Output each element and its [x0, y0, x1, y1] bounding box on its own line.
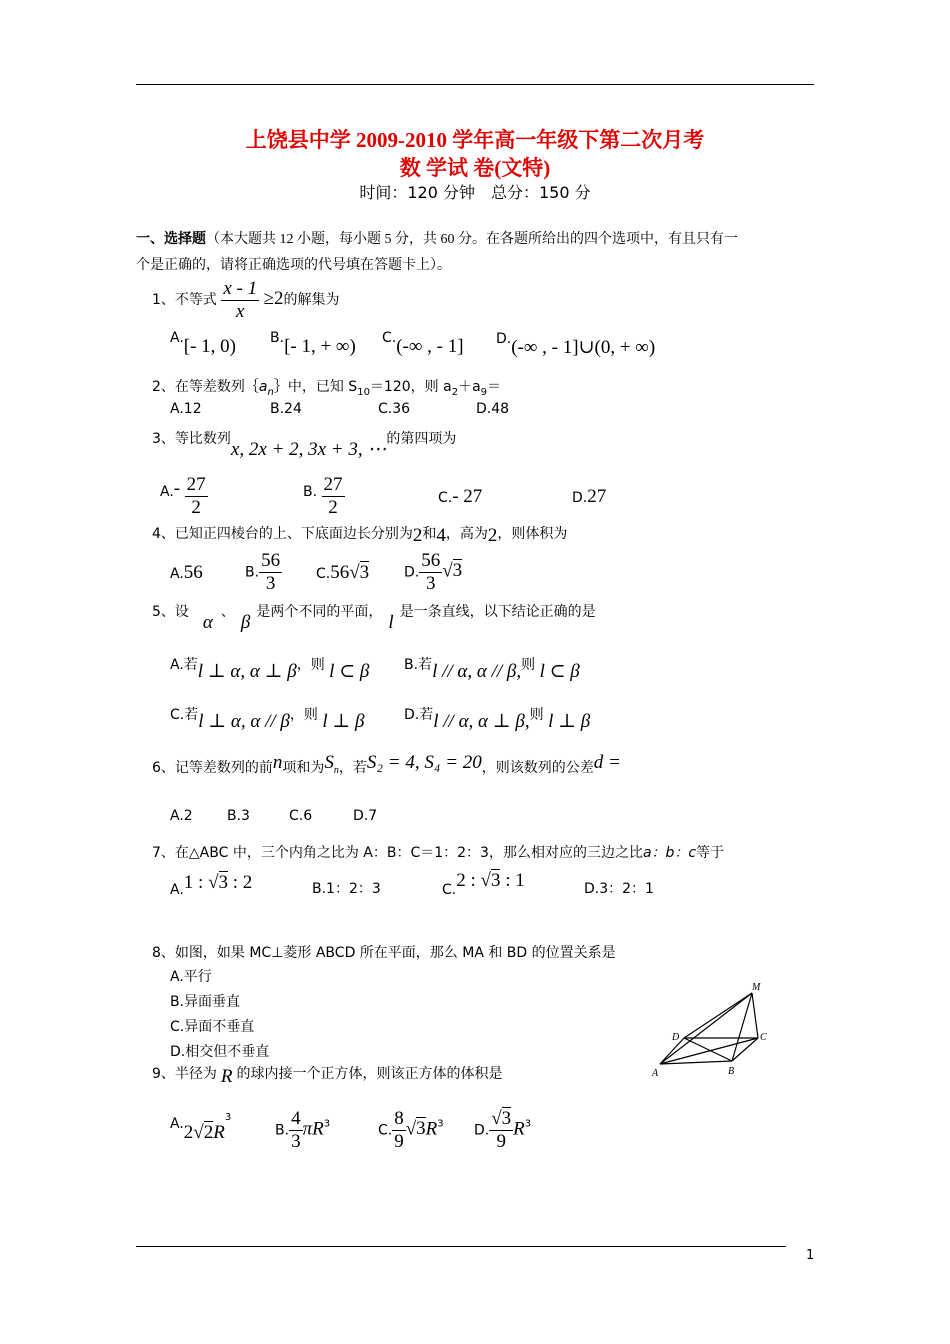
q3-c-value: - 27 — [452, 486, 483, 507]
q3-d-value: 27 — [587, 486, 607, 507]
q8-figure — [648, 980, 778, 1080]
fig-edge-md — [684, 993, 752, 1038]
q9-prefix: 9、半径为 — [152, 1066, 217, 1082]
q9-c-exp: 3 — [437, 1118, 444, 1130]
q9-a-radical: √2 — [193, 1122, 214, 1143]
exam-title: 上饶县中学 2009-2010 学年高一年级下第二次月考 — [245, 128, 705, 152]
q9-d-fraction — [489, 1108, 513, 1153]
q7-a-radical: √3 — [208, 872, 228, 893]
q1-option-a — [170, 326, 237, 357]
q6-mid2: ，若 — [338, 760, 367, 776]
fig-label-a: A — [652, 1068, 659, 1079]
q5-c-cond: l ⊥ α, α // β — [198, 711, 290, 732]
q9-c-radicand: 3 — [416, 1118, 426, 1140]
q5-option-b — [404, 652, 580, 682]
q1-d-label: D. — [496, 331, 512, 347]
q9-option-c — [378, 1108, 444, 1153]
q3-a-label: A. — [160, 484, 174, 501]
q9-r: R — [220, 1066, 233, 1087]
q1-c-label: C. — [382, 330, 397, 346]
q4-d-den: 3 — [425, 572, 436, 594]
q1-prefix: 1、不等式 — [152, 292, 217, 308]
q4-b-num: 56 — [261, 550, 281, 571]
q7-c-radicand: 3 — [490, 870, 501, 891]
q9-b-label: B. — [275, 1122, 290, 1139]
q3-a-num: 27 — [186, 474, 206, 495]
q4-v3: 2 — [487, 525, 498, 546]
q5-a-then: ，则 — [296, 657, 325, 673]
question-7 — [152, 842, 724, 862]
q5-b-res: l ⊂ β — [539, 661, 580, 682]
q6-mid1: 项和为 — [282, 760, 325, 776]
q5-c-then: ，则 — [289, 707, 318, 723]
section-instructions-1: （本大题共 12 小题，每小题 5 分，共 60 分。在各题所给出的四个选项中，有且只有一 — [206, 232, 738, 247]
q6-option-b: B.3 — [227, 808, 250, 824]
q1-b-value: [- 1, + ∞) — [284, 336, 356, 357]
q6-sn-sub: n — [333, 764, 339, 776]
q2-sub: n — [267, 386, 274, 398]
q9-option-b — [275, 1108, 330, 1153]
q9-d-label: D. — [474, 1122, 490, 1139]
q3-a-fraction — [185, 474, 208, 519]
q6-sn — [324, 752, 339, 776]
q2-option-b: B.24 — [270, 401, 302, 417]
q2-option-d: D.48 — [476, 401, 510, 417]
q9-c-num: 8 — [394, 1108, 404, 1129]
q2-sub2: 10 — [357, 386, 370, 398]
q4-option-c — [316, 562, 369, 584]
q8-option-b: B.异面垂直 — [170, 994, 241, 1010]
q9-a-r: R — [213, 1122, 225, 1143]
q4-prefix: 4、已知正四棱台的上、下底面边长分别为 — [152, 526, 413, 542]
q9-d-exp: 3 — [524, 1118, 532, 1130]
question-4 — [152, 522, 567, 544]
q4-b-fraction — [259, 550, 282, 595]
q4-b-label: B. — [245, 564, 260, 581]
fig-label-d: D — [672, 1032, 680, 1043]
q8-option-a: A.平行 — [170, 969, 212, 985]
q7-option-b: B.1：2：3 — [312, 881, 381, 897]
q7-suffix: 等于 — [696, 845, 725, 861]
q8-option-c: C.异面不垂直 — [170, 1019, 255, 1035]
q1-d-value: (-∞ , - 1]∪(0, + ∞) — [511, 337, 656, 358]
fig-edge-mb — [732, 993, 752, 1061]
q3-suffix: 的第四项为 — [386, 431, 457, 447]
section-instructions-2: 个是正确的，请将正确选项的代号填在答题卡上）。 — [136, 258, 451, 273]
q3-option-b — [303, 474, 345, 519]
question-8: 8、如图，如果 MC⊥菱形 ABCD 所在平面，那么 MA 和 BD 的位置关系是 — [152, 945, 616, 961]
q7-a-radicand: 3 — [218, 872, 228, 893]
q4-d-radicand: 3 — [452, 560, 463, 582]
q7-a-pre: 1 : — [183, 872, 209, 893]
fig-label-m: M — [752, 982, 761, 993]
question-1 — [152, 276, 340, 323]
q9-b-pi-r: πR — [302, 1118, 324, 1140]
q2-option-c: C.36 — [378, 401, 411, 417]
q9-b-exp: 3 — [323, 1118, 331, 1130]
q5-b-cond: l // α, α // β, — [432, 661, 522, 682]
q9-a-exp: 3 — [224, 1112, 232, 1123]
q6-cond: S₂ = 4, S₄ = 20 — [366, 752, 482, 773]
q5-a-res: l ⊂ β — [329, 661, 370, 682]
q6-d: d = — [593, 752, 621, 773]
q7-text: 7、在△ABC 中，三个内角之比为 A：B：C＝1：2：3，那么相对应的三边之比 — [152, 845, 643, 861]
q6-option-d: D.7 — [353, 808, 378, 824]
q7-a-post: : 2 — [228, 872, 253, 893]
q5-option-c — [170, 702, 365, 732]
q1-frac-den: x — [236, 300, 245, 322]
q1-option-d — [496, 326, 656, 358]
q9-c-den: 9 — [394, 1130, 404, 1152]
q1-suffix: 的解集为 — [283, 292, 340, 308]
q9-c-r: R — [425, 1118, 438, 1140]
q4-d-radical: √3 — [442, 560, 463, 582]
q4-mid: ，高为 — [445, 526, 488, 542]
q1-a-value: [- 1, 0) — [183, 336, 237, 357]
q5-d-then: 则 — [529, 707, 544, 723]
q7-c-post: : 1 — [500, 870, 525, 891]
q1-option-b — [270, 326, 356, 357]
q4-b-den: 3 — [265, 572, 276, 594]
q7-c-radical: √3 — [480, 870, 501, 891]
q4-c-radical: √3 — [349, 562, 370, 583]
q5-suffix: 是一条直线，以下结论正确的是 — [399, 604, 596, 620]
fig-label-c: C — [760, 1032, 767, 1043]
q3-b-den: 2 — [328, 496, 338, 518]
q3-b-num: 27 — [323, 474, 343, 495]
q3-sequence: x, 2x + 2, 3x + 3, ⋯ — [230, 439, 387, 460]
q4-option-a — [170, 562, 203, 584]
q7-abc: a：b：c — [642, 845, 697, 861]
footer-rule — [136, 1246, 786, 1247]
q2-tail: ＝ — [487, 379, 502, 395]
q5-d-cond: l // α, α ⊥ β, — [433, 711, 530, 732]
q5-mid: 是两个不同的平面， — [256, 604, 383, 620]
q6-option-a: A.2 — [170, 808, 193, 824]
q5-d-res: l ⊥ β — [548, 711, 591, 732]
q4-d-label: D. — [404, 564, 420, 581]
q4-d-fraction — [419, 550, 442, 595]
q4-v1: 2 — [412, 525, 423, 546]
q3-b-label: B. — [303, 484, 318, 501]
q1-ineq: ≥2 — [263, 288, 284, 309]
q5-line: l — [388, 612, 394, 633]
q3-option-c — [438, 486, 482, 508]
q2-plus: ＋a — [458, 379, 481, 395]
fig-edge-mc — [752, 993, 758, 1038]
q3-d-label: D. — [572, 490, 588, 506]
q5-a-cond: l ⊥ α, α ⊥ β — [197, 661, 297, 682]
section-title: 一、选择题 — [136, 231, 206, 247]
question-9 — [152, 1062, 503, 1087]
q4-a-value: 56 — [183, 562, 203, 583]
fig-edge-bd — [684, 1038, 732, 1061]
q1-option-c — [382, 326, 464, 357]
q9-b-den: 3 — [291, 1130, 301, 1152]
q6-prefix: 6、记等差数列的前 — [152, 760, 273, 776]
q5-a-label: A.若 — [170, 657, 198, 673]
q7-option-c — [442, 870, 525, 898]
q6-n: n — [272, 752, 283, 773]
q4-a-label: A. — [170, 566, 184, 582]
q4-c-value: 56 — [330, 562, 350, 583]
q3-a-sign: - — [173, 478, 181, 500]
question-2 — [152, 376, 501, 398]
q4-c-label: C. — [316, 566, 331, 582]
q5-sep: 、 — [220, 604, 235, 620]
q2-option-a: A.12 — [170, 401, 202, 417]
q4-d-num: 56 — [421, 550, 441, 571]
q5-c-label: C.若 — [170, 707, 199, 723]
q2-sub4: 9 — [480, 386, 488, 398]
q3-option-d — [572, 486, 606, 508]
q7-option-d: D.3：2：1 — [584, 881, 654, 897]
q1-fraction — [221, 278, 259, 323]
q7-c-pre: 2 : — [456, 870, 481, 891]
exam-meta: 时间：120 分钟 总分：150 分 — [359, 183, 591, 202]
page-number: 1 — [806, 1248, 815, 1263]
q9-suffix: 的球内接一个正方体，则该正方体的体积是 — [236, 1066, 503, 1082]
q6-option-c: C.6 — [289, 808, 313, 824]
q7-option-a — [170, 872, 253, 898]
q7-c-label: C. — [442, 882, 457, 898]
q6-sn-var: S — [324, 752, 334, 773]
q9-c-radical: √3 — [405, 1118, 426, 1140]
q8-option-d: D.相交但不垂直 — [170, 1044, 270, 1060]
q2-suffix: ＝120，则 a — [369, 379, 452, 395]
q9-option-a — [170, 1112, 232, 1143]
q1-a-label: A. — [170, 330, 184, 346]
q9-d-den: 9 — [496, 1130, 506, 1152]
question-5 — [152, 600, 596, 633]
q9-c-label: C. — [378, 1122, 393, 1139]
q3-prefix: 3、等比数列 — [152, 431, 231, 447]
q9-d-num: √3 — [491, 1108, 512, 1129]
q2-sub3: 2 — [451, 386, 459, 398]
q2-prefix: 2、在等差数列｛ — [152, 379, 259, 395]
section-heading — [136, 228, 738, 248]
q5-c-res: l ⊥ β — [322, 711, 365, 732]
q5-beta: β — [240, 612, 251, 633]
q5-prefix: 5、设 — [152, 604, 189, 620]
q1-frac-num: x - 1 — [223, 277, 258, 299]
q3-a-den: 2 — [191, 496, 201, 518]
header-rule — [136, 84, 814, 85]
q2-middle: ｝中，已知 S — [273, 379, 358, 395]
q3-c-label: C. — [438, 490, 453, 506]
q1-c-value: (-∞ , - 1] — [396, 336, 464, 357]
q4-v2: 4 — [436, 525, 446, 546]
fig-label-b: B — [728, 1066, 735, 1077]
q5-alpha: α — [202, 612, 213, 633]
q4-option-b — [245, 550, 282, 595]
q3-option-a — [160, 474, 208, 519]
q9-b-num: 4 — [291, 1108, 301, 1129]
q4-option-d — [404, 550, 462, 595]
q9-a-pre: 2 — [183, 1122, 194, 1143]
fig-edge-ma — [660, 993, 752, 1064]
question-6 — [152, 752, 621, 780]
q5-d-label: D.若 — [404, 707, 434, 723]
q9-a-label: A. — [170, 1116, 184, 1132]
q7-a-label: A. — [170, 882, 184, 898]
q9-c-fraction — [392, 1108, 406, 1153]
q6-mid3: ，则该数列的公差 — [481, 760, 594, 776]
q9-d-radicand: 3 — [501, 1108, 512, 1129]
q4-c-radicand: 3 — [359, 562, 370, 583]
q4-suffix: ，则体积为 — [497, 526, 568, 542]
question-3 — [152, 426, 457, 460]
q9-d-r: R — [513, 1118, 525, 1140]
q5-b-label: B.若 — [404, 657, 433, 673]
q5-option-d — [404, 702, 591, 732]
q3-b-fraction — [322, 474, 345, 519]
q4-and: 和 — [422, 526, 437, 542]
q5-b-then: 则 — [521, 657, 536, 673]
q1-b-label: B. — [270, 330, 285, 346]
q9-b-fraction — [289, 1108, 303, 1153]
exam-subtitle: 数 学试 卷(文特) — [399, 156, 551, 180]
q5-option-a — [170, 652, 370, 682]
q9-option-d — [474, 1108, 531, 1153]
q9-a-radicand: 2 — [203, 1122, 214, 1143]
q2-var: a — [258, 379, 268, 395]
